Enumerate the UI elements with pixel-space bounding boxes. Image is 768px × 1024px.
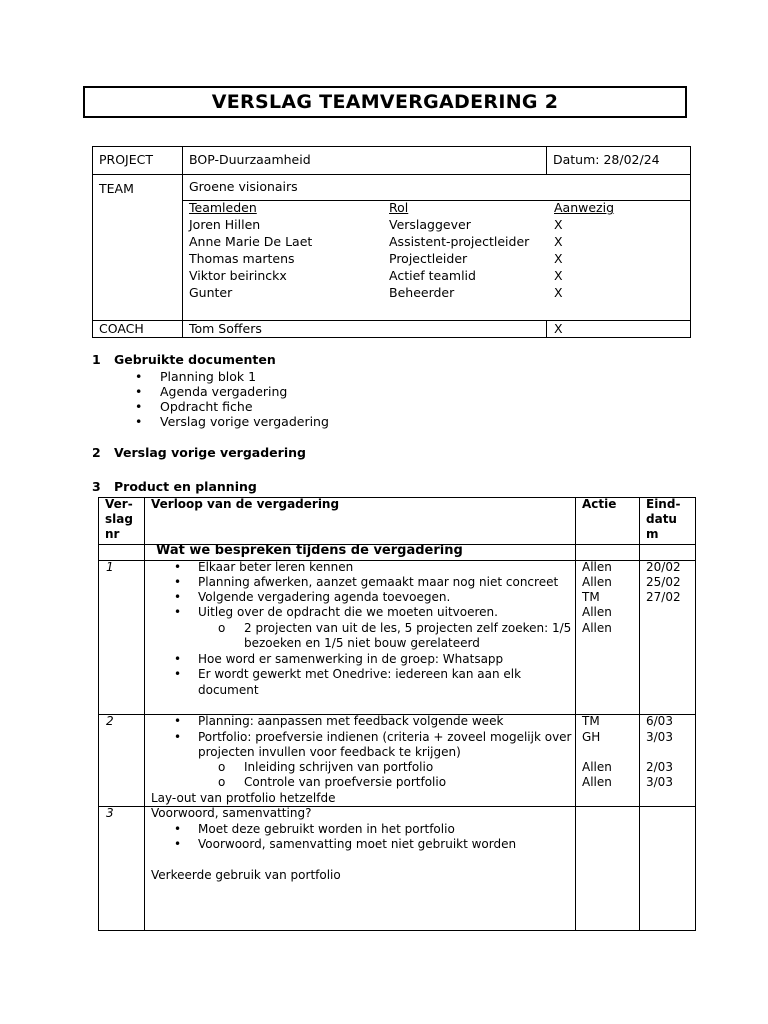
list-item-text: Elkaar beter leren kennen [198,560,354,574]
member-present: X [554,217,563,232]
member-role: Beheerder [389,285,455,300]
section-title: Gebruikte documenten [114,352,276,367]
team-name: Groene visionairs [189,179,298,194]
actie-cell: Allen [582,775,612,789]
date-cell: 3/03 [646,775,673,789]
subheader: Wat we bespreken tijdens de vergadering [156,543,463,558]
member-name: Gunter [189,285,233,300]
list-item-text: Controle van proefversie portfolio [244,775,447,789]
list-item-text: Moet deze gebruikt worden in het portfolio [198,822,455,836]
header-eind-3: m [646,527,659,541]
list-item-text: Uitleg over de opdracht die we moeten uitvoeren. [198,605,498,619]
member-role: Actief teamlid [389,268,476,283]
section-title: Verslag vorige vergadering [114,445,306,460]
list-item-text: Volgende vergadering agenda toevoegen. [198,590,451,604]
row-nr: 1 [106,560,114,574]
project-value: BOP-Duurzaamheid [189,152,311,167]
member-present: X [554,285,563,300]
header-nr-3: nr [105,527,120,541]
date-cell: 20/02 [646,560,681,574]
list-item-text: Planning afwerken, aanzet gemaakt maar nog niet concreet [198,575,559,589]
member-role: Assistent-projectleider [389,234,530,249]
list-item: • Planning blok 1 [135,369,329,384]
plain-line: Voorwoord, samenvatting? [151,806,312,820]
list-item-text: Planning: aanpassen met feedback volgende week [198,714,504,728]
member-present: X [554,251,563,266]
section-title: Product en planning [114,479,257,494]
coach-present: X [554,321,563,336]
member-name: Joren Hillen [189,217,261,232]
documents-list [135,369,329,429]
list-item: • Verslag vorige vergadering [135,414,329,429]
section-number: 1 [92,352,101,367]
date-cell: 2/03 [646,760,673,774]
sub-list-item-cont: bezoeken en 1/5 niet bouw gerelateerd [244,636,480,650]
list-item: • Moet deze gebruikt worden in het portfolio [174,822,455,836]
header-eind-2: datu [646,512,677,526]
list-item: • Voorwoord, samenvatting moet niet gebruikt worden [174,837,517,851]
section-number: 2 [92,445,101,460]
coach-name: Tom Soffers [189,321,262,336]
list-item: • Agenda vergadering [135,384,329,399]
project-label: PROJECT [99,152,154,167]
list-item-text: Inleiding schrijven van portfolio [244,760,434,774]
section-heading [92,479,257,494]
list-item: • Uitleg over de opdracht die we moeten uitvoeren. [174,605,498,619]
actie-cell: Allen [582,605,612,619]
actie-cell: Allen [582,575,612,589]
row-nr: 3 [106,806,114,820]
plain-line: Verkeerde gebruik van portfolio [151,868,341,882]
list-item-text: Hoe word er samenwerking in de groep: Whatsapp [198,652,504,666]
list-item-text: Er wordt gewerkt met Onedrive: iedereen kan aan elk [198,667,522,681]
actie-cell: TM [582,590,600,604]
header-verloop: Verloop van de vergadering [151,497,340,511]
meeting-date: Datum: 28/02/24 [553,152,660,167]
list-item: • Hoe word er samenwerking in de groep: Whatsapp [174,652,504,666]
section-heading [92,445,306,460]
member-role: Projectleider [389,251,468,266]
team-label: TEAM [99,181,134,196]
actie-cell: Allen [582,760,612,774]
sub-list-item: o Controle van proefversie portfolio [218,775,447,789]
list-item-text: Voorwoord, samenvatting moet niet gebruikt worden [198,837,517,851]
actie-cell: TM [582,714,600,728]
member-present: X [554,234,563,249]
member-name: Thomas martens [189,251,295,266]
list-item: • Planning afwerken, aanzet gemaakt maar nog niet concreet [174,575,559,589]
section-heading [92,352,276,367]
member-name: Anne Marie De Laet [189,234,313,249]
document-title: VERSLAG TEAMVERGADERING 2 [83,86,687,118]
header-nr-2: slag [105,512,133,526]
actie-cell: Allen [582,560,612,574]
member-present: X [554,268,563,283]
list-item-text: 2 projecten van uit de les, 5 projecten zelf zoeken: 1/5 [244,621,572,635]
plain-line: Lay-out van protfolio hetzelfde [151,791,336,805]
list-item: • Elkaar beter leren kennen [174,560,354,574]
present-header: Aanwezig [554,200,615,215]
members-header: Teamleden [189,200,257,215]
member-role: Verslaggever [389,217,471,232]
list-item: • Planning: aanpassen met feedback volgende week [174,714,504,728]
list-item-text: Portfolio: proefversie indienen (criteria + zoveel mogelijk over [198,730,572,744]
list-item: • Portfolio: proefversie indienen (criteria + zoveel mogelijk over [174,730,572,744]
date-cell: 3/03 [646,730,673,744]
date-cell: 6/03 [646,714,673,728]
actie-cell: Allen [582,621,612,635]
role-header: Rol [389,200,409,215]
member-name: Viktor beirinckx [189,268,287,283]
section-number: 3 [92,479,101,494]
coach-label: COACH [99,321,144,336]
row-nr: 2 [106,714,114,728]
sub-list-item: o Inleiding schrijven van portfolio [218,760,434,774]
header-eind-1: Eind- [646,497,681,511]
date-cell: 27/02 [646,590,681,604]
date-cell: 25/02 [646,575,681,589]
list-item-cont: document [198,683,259,697]
actie-cell: GH [582,730,601,744]
list-item-cont: projecten invullen voor feedback te krijgen) [198,745,461,759]
list-item: • Volgende vergadering agenda toevoegen. [174,590,451,604]
sub-list-item: o 2 projecten van uit de les, 5 projecten zelf zoeken: 1/5 [218,621,572,635]
header-actie: Actie [582,497,617,511]
list-item: • Opdracht fiche [135,399,329,414]
header-nr-1: Ver- [105,497,133,511]
list-item: • Er wordt gewerkt met Onedrive: iedereen kan aan elk [174,667,522,681]
